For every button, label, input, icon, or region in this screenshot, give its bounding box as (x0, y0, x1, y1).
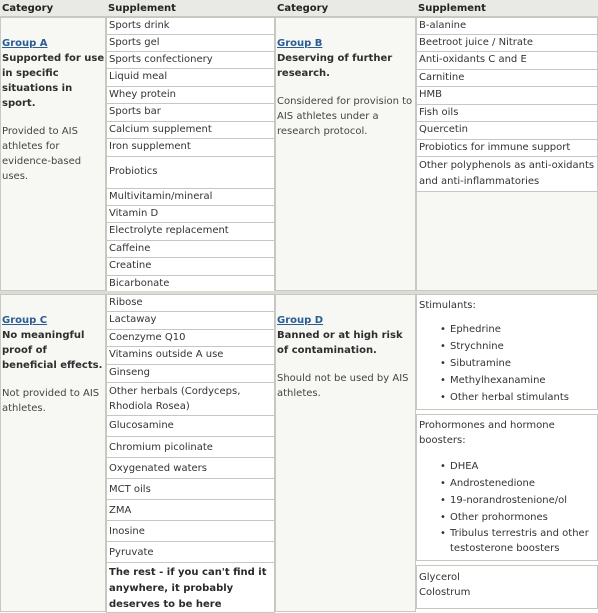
list-item: MCT oils (106, 479, 275, 500)
list-item: Carnitine (416, 70, 598, 87)
stimulants-title: Stimulants: (419, 300, 476, 311)
bullet-icon: • (440, 375, 446, 386)
list-item: B-alanine (416, 17, 598, 35)
bullet-icon: • (440, 478, 446, 489)
group-a-link[interactable]: Group A (2, 38, 48, 49)
group-b-note: Considered for provision to AIS athletes under a research protocol. (277, 96, 413, 137)
list-item: Glycerol (419, 572, 460, 583)
list-item: Chromium picolinate (106, 437, 275, 458)
bullet-icon: • (440, 324, 446, 335)
header-supplement-left: Supplement (106, 0, 275, 17)
list-item: Caffeine (106, 241, 275, 258)
group-d-link[interactable]: Group D (277, 315, 324, 326)
list-item: Coenzyme Q10 (106, 330, 275, 347)
list-item (440, 526, 595, 556)
list-item (440, 509, 595, 526)
list-item: Sports bar (106, 104, 275, 122)
list-item: Lactaway (106, 312, 275, 330)
list-item: Other polyphenols as anti-oxidants and anti-inflammatories (416, 157, 598, 192)
list-item: Anti-oxidants C and E (416, 52, 598, 70)
list-item: HMB (416, 87, 598, 105)
bullet-icon: • (440, 341, 446, 352)
list-item (440, 338, 595, 355)
list-item: Sports confectionery (106, 52, 275, 69)
list-item: Oxygenated waters (106, 458, 275, 479)
group-a-list (106, 17, 275, 293)
other-banned-box (416, 565, 598, 609)
stimulants-list (419, 321, 595, 406)
prohormones-title: Prohormones and hormone boosters: (419, 420, 555, 446)
header-category-right: Category (275, 0, 416, 17)
group-d-description: Banned or at high risk of contamination. (277, 330, 403, 356)
group-b-info (277, 36, 415, 139)
list-item (440, 389, 595, 406)
list-item-label: Ephedrine (450, 324, 501, 335)
group-d-note: Should not be used by AIS athletes. (277, 373, 409, 399)
prohormones-list (419, 458, 595, 556)
list-item: Multivitamin/mineral (106, 189, 275, 206)
list-item (440, 492, 595, 509)
bullet-icon: • (440, 512, 446, 523)
list-item-the-rest: The rest - if you can't find it anywhere, it probably deserves to be here (106, 563, 275, 613)
group-b-link[interactable]: Group B (277, 38, 323, 49)
list-item: Electrolyte replacement (106, 223, 275, 241)
group-b-description: Deserving of further research. (277, 53, 393, 79)
bullet-icon: • (440, 528, 446, 539)
list-item: Fish oils (416, 105, 598, 122)
bullet-icon: • (440, 495, 446, 506)
list-item: Sports drink (106, 17, 275, 35)
list-item-label: DHEA (450, 461, 479, 472)
bullet-icon: • (440, 392, 446, 403)
list-item-label: Other herbal stimulants (450, 392, 569, 403)
header-supplement-right: Supplement (416, 0, 598, 17)
prohormones-box (416, 414, 598, 561)
list-item-label: 19-norandrostenione/ol (450, 495, 567, 506)
list-item-label: Tribulus terrestris and other testosterone boosters (450, 528, 589, 554)
bullet-icon: • (440, 461, 446, 472)
group-a-info (2, 36, 105, 184)
group-c-description: No meaningful proof of beneficial effects. (2, 330, 103, 371)
group-c-list (106, 294, 275, 613)
group-d-info (277, 313, 415, 401)
list-item-label: Other prohormones (450, 512, 548, 523)
list-item (440, 372, 595, 389)
list-item-label: Sibutramine (450, 358, 511, 369)
bullet-icon: • (440, 358, 446, 369)
list-item (440, 458, 595, 475)
list-item (440, 321, 595, 338)
header-category-left: Category (0, 0, 106, 17)
list-item: Pyruvate (106, 542, 275, 563)
list-item: Whey protein (106, 87, 275, 104)
list-item: Probiotics (106, 157, 275, 189)
list-item: Beetroot juice / Nitrate (416, 35, 598, 52)
list-item: Calcium supplement (106, 122, 275, 139)
group-c-note: Not provided to AIS athletes. (2, 388, 100, 414)
list-item: Bicarbonate (106, 276, 275, 293)
list-item: Liquid meal (106, 69, 275, 87)
list-item-label: Androstenedione (450, 478, 536, 489)
list-item: Ribose (106, 294, 275, 312)
stimulants-box (416, 294, 598, 410)
group-a-description: Supported for use in specific situations in sport. (2, 53, 105, 109)
list-item: ZMA (106, 500, 275, 521)
list-item: Inosine (106, 521, 275, 542)
list-item (440, 475, 595, 492)
group-b-list (416, 17, 598, 192)
group-c-link[interactable]: Group C (2, 315, 48, 326)
list-item-label: Strychnine (450, 341, 504, 352)
group-a-note: Provided to AIS athletes for evidence-based uses. (2, 126, 82, 182)
list-item: Glucosamine (106, 416, 275, 437)
list-item: Iron supplement (106, 139, 275, 157)
list-item (440, 355, 595, 372)
list-item-label: Methylhexanamine (450, 375, 546, 386)
list-item: Quercetin (416, 122, 598, 140)
list-item: Vitamin D (106, 206, 275, 223)
group-c-info (2, 313, 105, 416)
list-item: Colostrum (419, 587, 471, 598)
list-item: Ginseng (106, 365, 275, 383)
list-item: Other herbals (Cordyceps, Rhodiola Rosea) (106, 383, 275, 416)
list-item: Vitamins outside A use (106, 347, 275, 365)
list-item: Sports gel (106, 35, 275, 52)
list-item: Probiotics for immune support (416, 140, 598, 157)
list-item: Creatine (106, 258, 275, 276)
